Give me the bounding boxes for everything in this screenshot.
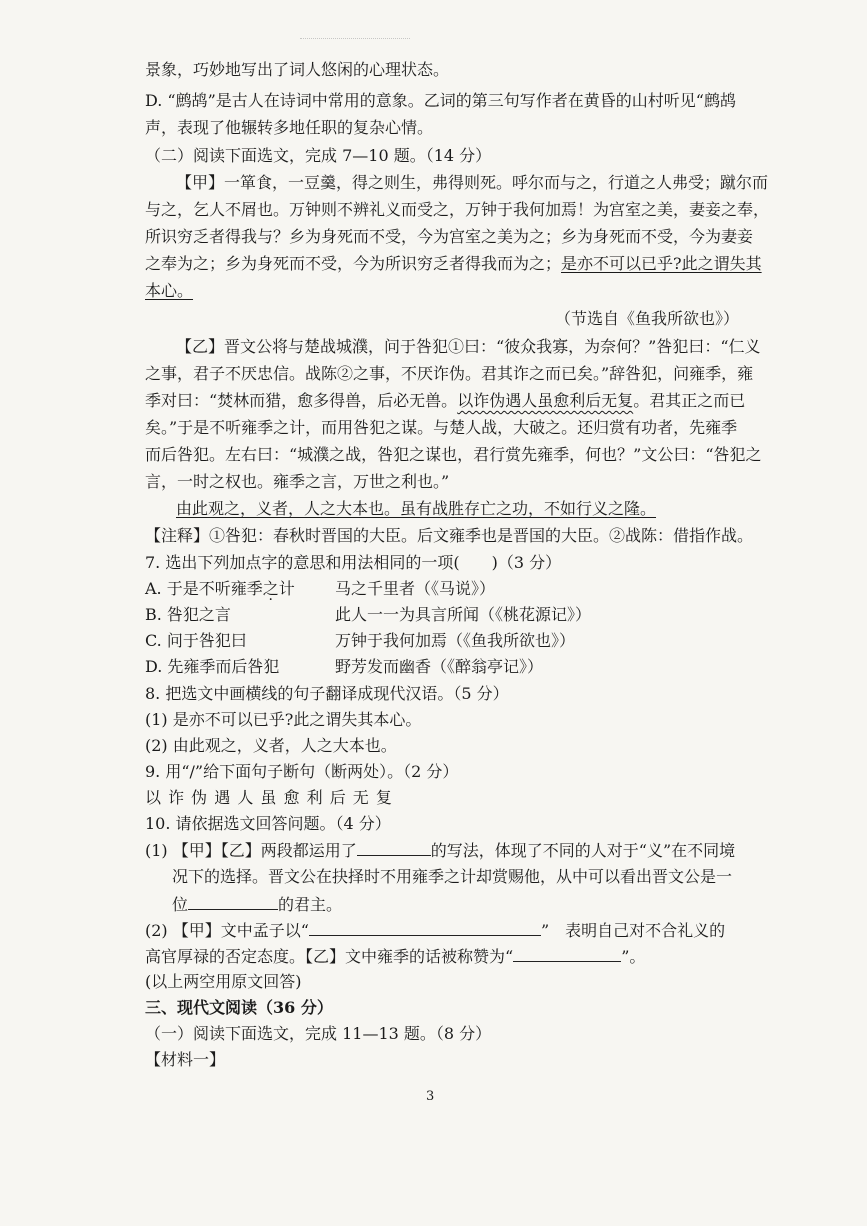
wavy-underlined-sentence: 以诈伪遇人虽愈利后无复 (457, 391, 634, 410)
q10-2-text: (2) 【甲】文中孟子以“ (145, 921, 309, 940)
passage-yi-line: 矣。”于是不听雍季之计，而用咎犯之谋。与楚人战，大破之。还归赏有功者，先雍季 (145, 418, 738, 437)
answer-blank[interactable] (188, 893, 278, 910)
underlined-sentence: 由此观之，义者，人之大本也。虽有战胜存亡之功，不如行义之隆。 (176, 499, 657, 518)
question-10-item-1 (145, 839, 735, 862)
question-9: 9. 用“/”给下面句子断句（断两处）。（2 分） (145, 762, 459, 781)
question-10-item-2 (145, 945, 645, 968)
passage-jia-text: 之奉为之；乡为身死而不受，今为所识穷乏者得我而为之； (145, 254, 562, 273)
question-10: 10. 请依据选文回答问题。（4 分） (145, 814, 391, 833)
annotation-note: 【注释】①咎犯：春秋时晋国的大臣。后文雍季也是晋国的大臣。②战陈：借指作战。 (145, 526, 754, 545)
underlined-sentence: 是亦不可以已乎?此之谓失其 (561, 254, 762, 273)
passage-yi-line: 【乙】晋文公将与楚战城濮，问于咎犯①曰：“彼众我寡，为奈何？”咎犯曰：“仁义 (176, 337, 761, 356)
q7-option-d-compare: 野芳发而幽香（《醉翁亭记》） (335, 657, 544, 676)
q7-option-c: C. 问于咎犯曰 (145, 631, 247, 650)
question-9-sentence: 以 诈 伪 遇 人 虽 愈 利 后 无 复 (145, 788, 393, 807)
answer-blank[interactable] (513, 945, 621, 962)
q7-option-b: B. 咎犯之言 (145, 605, 231, 624)
passage-yi-text: 季对曰：“焚林而猎，愈多得兽，后必无兽。 (145, 391, 458, 410)
question-8-item-1: (1) 是亦不可以已乎?此之谓失其本心。 (145, 710, 422, 729)
question-8: 8. 把选文中画横线的句子翻译成现代汉语。（5 分） (145, 684, 509, 703)
q7-option-c-compare: 万钟于我何加焉（《鱼我所欲也》） (335, 631, 576, 650)
passage-jia-line: 所识穷乏者得我与？乡为身死而不受，今为宫室之美为之；乡为身死而不受，今为妻妾 (145, 227, 754, 246)
question-10-item-2 (145, 919, 725, 942)
text-line: D. “鹧鸪”是古人在诗词中常用的意象。乙词的第三句写作者在黄昏的山村听见“鹧鸪 (145, 91, 736, 110)
section-heading: 三、现代文阅读（36 分） (145, 998, 333, 1017)
passage-yi-line: 而后咎犯。左右曰：“城濮之战，咎犯之谋也，君行赏先雍季，何也？”文公曰：“咎犯之 (145, 445, 762, 464)
question-7: 7. 选出下列加点字的意思和用法相同的一项( )（3 分） (145, 553, 562, 572)
question-10-item-1: 况下的选择。晋文公在抉择时不用雍季之计却赏赐他，从中可以看出晋文公是一 (172, 867, 733, 886)
passage-jia-line: 与之，乞人不屑也。万钟则不辨礼义而受之，万钟于我何加焉！为宫室之美，妻妾之奉， (145, 200, 770, 219)
page-number: 3 (426, 1089, 435, 1104)
passage-yi-line (145, 390, 745, 412)
answer-blank[interactable] (357, 839, 431, 856)
q7-option-d: D. 先雍季而后咎犯 (145, 657, 280, 676)
emphasis-dot-char: 之 (262, 579, 279, 598)
q10-1-text: 位 (172, 895, 189, 914)
material-label: 【材料一】 (145, 1050, 226, 1069)
q10-1-text: (1) 【甲】【乙】两段都运用了 (145, 841, 357, 860)
q10-1-text: 的君主。 (278, 895, 343, 914)
q7-option-a-compare: 马之千里者（《马说》） (335, 579, 496, 598)
q10-2-text: 高官厚禄的否定态度。【乙】文中雍季的话被称赞为“ (145, 947, 514, 966)
passage-yi-line: 之事，君子不厌忠信。战陈②之事，不厌诈伪。君其诈之而已矣。”辞咎犯，问雍季，雍 (145, 364, 754, 383)
q10-2-text: ” 表明自己对不合礼义的 (540, 921, 726, 940)
section-heading: （二）阅读下面选文，完成 7—10 题。（14 分） (145, 146, 492, 165)
passage-jia-line (145, 253, 762, 275)
text-line: 景象，巧妙地写出了词人悠闲的心理状态。 (145, 60, 450, 79)
passage-yi-line: 言，一时之权也。雍季之言，万世之利也。” (145, 472, 450, 491)
q7-option-a: A. 于是不听雍季之计 (145, 579, 295, 598)
q7-option-b-compare: 此人一一为具言所闻（《桃花源记》） (335, 605, 592, 624)
answer-blank[interactable] (309, 919, 541, 936)
passage-yi-text: 。君其正之而已 (633, 391, 746, 410)
question-10-item-1 (172, 893, 342, 916)
q10-1-text: 的写法，体现了不同的人对于“义”在不同境 (430, 841, 736, 860)
passage-jia-line: 【甲】一箪食，一豆羹，得之则生，弗得则死。呼尔而与之，行道之人弗受；蹴尔而 (176, 173, 769, 192)
scan-artifact (300, 38, 410, 45)
source-note: （节选自《鱼我所欲也》） (555, 309, 740, 328)
q10-2-text: ”。 (621, 947, 646, 966)
underlined-sentence: 本心。 (145, 281, 194, 300)
text-line: 声，表现了他辗转多地任职的复杂心情。 (145, 118, 434, 137)
section-subheading: （一）阅读下面选文，完成 11—13 题。（8 分） (145, 1024, 492, 1043)
instruction-note: (以上两空用原文回答) (145, 972, 302, 991)
question-8-item-2: (2) 由此观之，义者，人之大本也。 (145, 736, 397, 755)
